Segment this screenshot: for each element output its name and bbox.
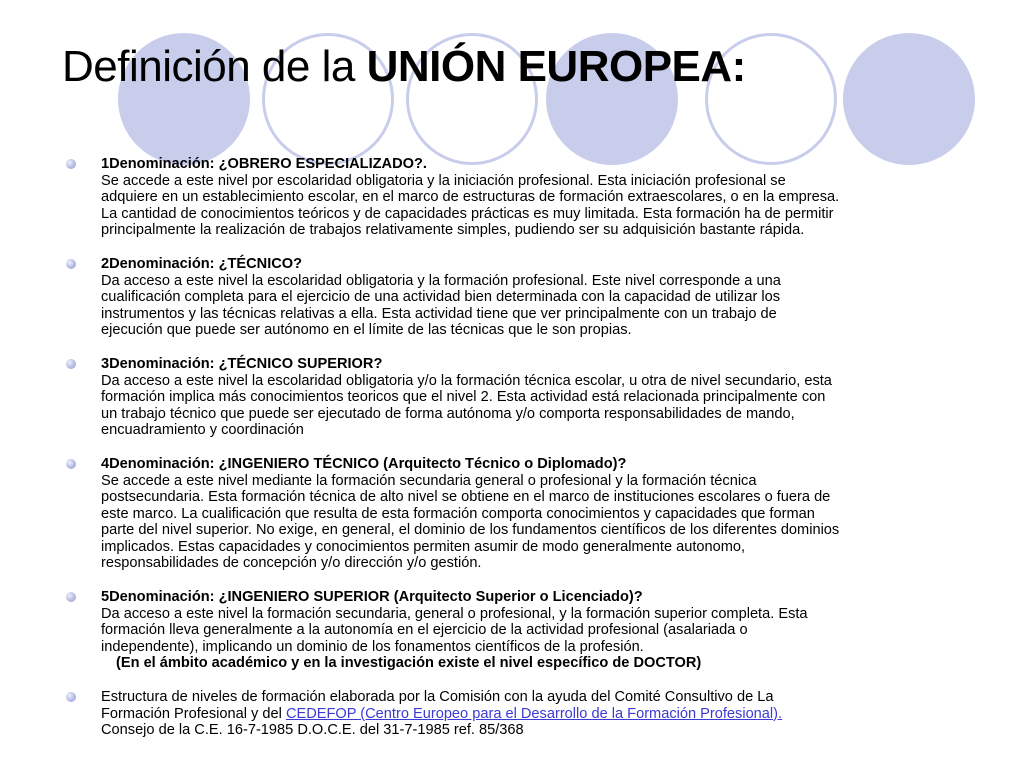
item-text-line: ejecución que puede ser autónomo en el límite de las técnicas que le son propias. xyxy=(101,322,632,339)
item-text-line: encuadramiento y coordinación xyxy=(101,422,304,439)
item-heading: 3Denominación: ¿TÉCNICO SUPERIOR? xyxy=(101,355,383,372)
title-bold: UNIÓN EUROPEA: xyxy=(366,42,746,91)
item-text-line: responsabilidades de concepción y/o dirección y/o gestión. xyxy=(101,555,482,572)
title-prefix: Definición de la xyxy=(62,42,367,91)
bullet-icon xyxy=(66,259,76,269)
item-text-line: Da acceso a este nivel la escolaridad obligatoria y la formación profesional. Este nivel corresponde a una xyxy=(101,272,781,289)
bullet-icon xyxy=(66,692,76,702)
footer-line-1: Estructura de niveles de formación elaborada por la Comisión con la ayuda del Comité Consultivo de La xyxy=(101,689,774,706)
item-text-line: La cantidad de conocimientos teóricos y de capacidades prácticas es muy limitada. Esta formación ha de permitir xyxy=(101,205,834,222)
item-text-line: formación implica más conocimientos teoricos que el nivel 2. Esta actividad está relacionada principalmente con xyxy=(101,389,826,406)
item-text-line: cualificación completa para el ejercicio de una actividad bien determinada con la capacidad de utilizar los xyxy=(101,289,781,306)
list-item-source-reference xyxy=(66,689,971,739)
footer-line-2-prefix: Formación Profesional y del xyxy=(101,705,286,722)
item-heading: 5Denominación: ¿INGENIERO SUPERIOR (Arquitecto Superior o Licenciado)? xyxy=(101,589,643,606)
list-item-tecnico-superior xyxy=(66,356,971,439)
footer-line-3: Consejo de la C.E. 16-7-1985 D.O.C.E. del 31-7-1985 ref. 85/368 xyxy=(101,722,524,739)
item-text-line: instrumentos y las técnicas relativas a ella. Esta actividad tiene que ver principalmente con un trabajo de xyxy=(101,305,777,322)
decorative-circle-3 xyxy=(843,33,975,165)
item-text-line: independente), implicando un dominio de los fonamentos científicos de la profesión. xyxy=(101,638,644,655)
item-heading: 4Denominación: ¿INGENIERO TÉCNICO (Arquitecto Técnico o Diplomado)? xyxy=(101,455,627,472)
list-item-obrero-especializado xyxy=(66,156,971,239)
item-text-line: Da acceso a este nivel la escolaridad obligatoria y/o la formación técnica escolar, u otra de nivel secundario, esta xyxy=(101,372,832,389)
item-text-line: Se accede a este nivel por escolaridad obligatoria y la iniciación profesional. Esta iniciación profesional se xyxy=(101,172,786,189)
bullet-icon xyxy=(66,459,76,469)
item-text-line: un trabajo técnico que puede ser ejecutado de forma autónoma y/o comporta responsabilidades de mando, xyxy=(101,405,795,422)
list-item-ingeniero-superior xyxy=(66,589,971,672)
cedefop-link[interactable]: CEDEFOP (Centro Europeo para el Desarrollo de la Formación Profesional). xyxy=(285,705,783,722)
item-text-line: principalmente la realización de trabajos relativamente simples, pudiendo ser su adquisición bastante rápida. xyxy=(101,222,805,239)
item-text-line: formación lleva generalmente a la autonomía en el ejercicio de la actividad profesional (asalariada o xyxy=(101,622,748,639)
bullet-list xyxy=(66,156,971,739)
list-item-ingeniero-tecnico xyxy=(66,456,971,572)
item-heading: 1Denominación: ¿OBRERO ESPECIALIZADO?. xyxy=(101,156,427,172)
item-text-line: implicados. Estas capacidades y conocimientos permiten asumir de modo generalmente autonomo, xyxy=(101,538,746,555)
bullet-icon xyxy=(66,359,76,369)
slide-title xyxy=(62,42,746,92)
doctor-note: (En el ámbito académico y en la investigación existe el nivel específico de DOCTOR) xyxy=(116,655,702,672)
item-text-line: adquiere en un establecimiento escolar, en el marco de estructuras de formación extraescolares, o en la empresa. xyxy=(101,189,840,206)
footer-line-2 xyxy=(101,706,971,723)
bullet-icon xyxy=(66,592,76,602)
list-item-tecnico xyxy=(66,256,971,339)
item-text-line: Se accede a este nivel mediante la formación secundaria general o profesional y la formación técnica xyxy=(101,472,757,489)
item-heading: 2Denominación: ¿TÉCNICO? xyxy=(101,255,303,272)
bullet-icon xyxy=(66,159,76,169)
item-text-line: parte del nivel superior. No exige, en general, el dominio de los fundamentos científicos de los diferentes dominios xyxy=(101,522,840,539)
item-text-line: este marco. La cualificación que resulta de esta formación comporta conocimientos y capacidades que forman xyxy=(101,505,815,522)
item-text-line: postsecundaria. Esta formación técnica de alto nivel se obtiene en el marco de instituciones escolares o fuera de xyxy=(101,489,831,506)
item-text-line: Da acceso a este nivel la formación secundaria, general o profesional, y la formación superior completa. Esta xyxy=(101,605,808,622)
